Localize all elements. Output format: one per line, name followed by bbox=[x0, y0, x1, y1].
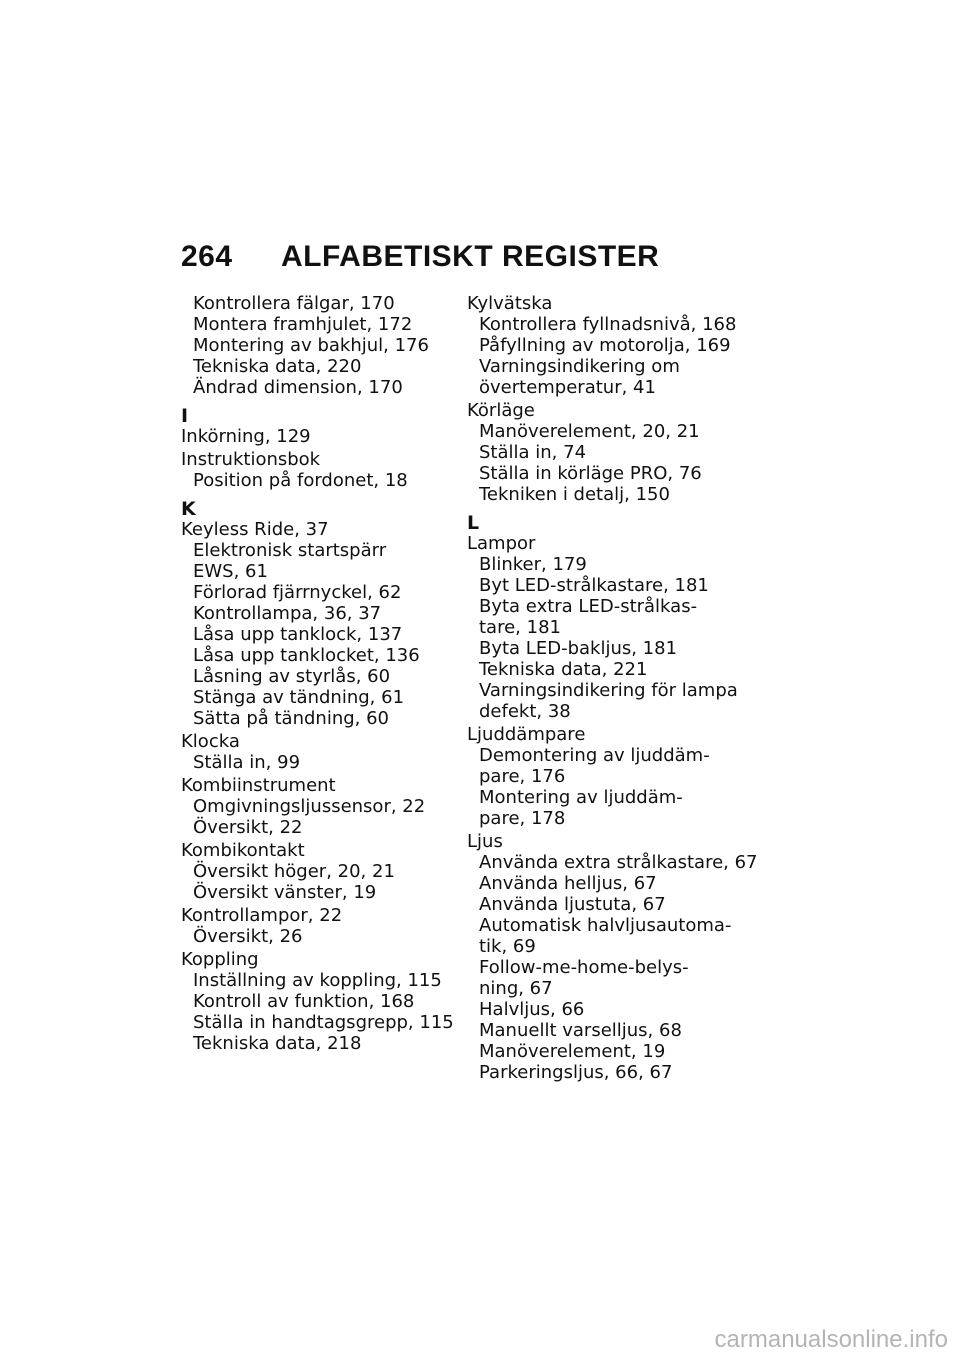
index-entry: Koppling bbox=[181, 949, 259, 970]
index-column-left bbox=[181, 293, 454, 1054]
index-subentry: Använda ljustuta, 67 bbox=[479, 894, 666, 915]
index-subentry: Kontrollampa, 36, 37 bbox=[193, 603, 382, 624]
index-entry: Kombikontakt bbox=[181, 840, 305, 861]
index-subentry: Ställa in körläge PRO, 76 bbox=[479, 463, 702, 484]
index-subentry: EWS, 61 bbox=[193, 561, 268, 582]
index-subentry: tik, 69 bbox=[479, 936, 536, 957]
index-entry: Ljus bbox=[467, 831, 503, 852]
index-entry: Kombiinstrument bbox=[181, 775, 336, 796]
index-subentry: Ställa in handtagsgrepp, 115 bbox=[193, 1012, 454, 1033]
index-subentry: Stänga av tändning, 61 bbox=[193, 687, 405, 708]
index-subentry: pare, 178 bbox=[479, 808, 566, 829]
index-subentry: Översikt vänster, 19 bbox=[193, 882, 377, 903]
index-subentry: defekt, 38 bbox=[479, 701, 571, 722]
index-subentry: Montera framhjulet, 172 bbox=[193, 314, 413, 335]
index-subentry: Inställning av koppling, 115 bbox=[193, 970, 442, 991]
index-subentry: Position på fordonet, 18 bbox=[193, 470, 408, 491]
index-subentry: Låsa upp tanklock, 137 bbox=[193, 624, 403, 645]
index-subentry: Byt LED-strålkastare, 181 bbox=[479, 575, 709, 596]
index-subentry: ning, 67 bbox=[479, 978, 553, 999]
index-subentry: Kontrollera fälgar, 170 bbox=[193, 293, 395, 314]
index-entry: Körläge bbox=[467, 400, 535, 421]
index-subentry: Tekniken i detalj, 150 bbox=[479, 484, 670, 505]
index-entry: Keyless Ride, 37 bbox=[181, 519, 329, 540]
index-subentry: Varningsindikering för lampa bbox=[479, 680, 738, 701]
index-subentry: Manöverelement, 19 bbox=[479, 1041, 666, 1062]
index-entry: Klocka bbox=[181, 731, 240, 752]
index-subentry: tare, 181 bbox=[479, 617, 561, 638]
index-subentry: Follow-me-home-belys- bbox=[479, 957, 689, 978]
index-subentry: Kontrollera fyllnadsnivå, 168 bbox=[479, 314, 737, 335]
index-subentry: Montering av bakhjul, 176 bbox=[193, 335, 429, 356]
index-subentry: Förlorad fjärrnyckel, 62 bbox=[193, 582, 402, 603]
index-subentry: Montering av ljuddäm- bbox=[479, 787, 683, 808]
index-subentry: Låsning av styrlås, 60 bbox=[193, 666, 391, 687]
index-subentry: Byta LED-bakljus, 181 bbox=[479, 638, 678, 659]
index-subentry: Kontroll av funktion, 168 bbox=[193, 991, 415, 1012]
index-entry: Lampor bbox=[467, 533, 536, 554]
index-entry: Instruktionsbok bbox=[181, 449, 321, 470]
page-number: 264 bbox=[181, 240, 233, 273]
index-column-right bbox=[467, 293, 757, 1083]
page-header bbox=[181, 240, 659, 274]
index-entry: Kontrollampor, 22 bbox=[181, 905, 343, 926]
index-subentry: Påfyllning av motorolja, 169 bbox=[479, 335, 731, 356]
index-entry: Inkörning, 129 bbox=[181, 426, 311, 447]
index-subentry: Demontering av ljuddäm- bbox=[479, 745, 710, 766]
index-subentry: Parkeringsljus, 66, 67 bbox=[479, 1062, 673, 1083]
index-subentry: Manöverelement, 20, 21 bbox=[479, 421, 700, 442]
index-subentry: Halvljus, 66 bbox=[479, 999, 585, 1020]
index-subentry: Ställa in, 74 bbox=[479, 442, 587, 463]
index-subentry: Varningsindikering om bbox=[479, 356, 680, 377]
index-entry: Kylvätska bbox=[467, 293, 553, 314]
index-subentry: Sätta på tändning, 60 bbox=[193, 708, 390, 729]
index-subentry: Översikt, 22 bbox=[193, 817, 303, 838]
index-subentry: Använda helljus, 67 bbox=[479, 873, 657, 894]
index-letter-heading: I bbox=[181, 405, 189, 427]
index-subentry: Elektronisk startspärr bbox=[193, 540, 387, 561]
index-letter-heading: L bbox=[467, 512, 480, 534]
index-subentry: Automatisk halvljusautoma- bbox=[479, 915, 732, 936]
index-subentry: Översikt, 26 bbox=[193, 926, 303, 947]
index-subentry: Tekniska data, 220 bbox=[193, 356, 362, 377]
index-subentry: Ställa in, 99 bbox=[193, 752, 301, 773]
index-subentry: Manuellt varselljus, 68 bbox=[479, 1020, 682, 1041]
index-subentry: Använda extra strålkastare, 67 bbox=[479, 852, 758, 873]
index-subentry: Översikt höger, 20, 21 bbox=[193, 861, 395, 882]
index-subentry: Byta extra LED-strålkas- bbox=[479, 596, 698, 617]
index-subentry: övertemperatur, 41 bbox=[479, 377, 656, 398]
index-subentry: Tekniska data, 218 bbox=[193, 1033, 362, 1054]
index-subentry: Blinker, 179 bbox=[479, 554, 587, 575]
index-letter-heading: K bbox=[181, 498, 196, 520]
index-entry: Ljuddämpare bbox=[467, 724, 586, 745]
index-subentry: Ändrad dimension, 170 bbox=[193, 377, 403, 398]
index-subentry: pare, 176 bbox=[479, 766, 566, 787]
watermark: carmanualsonline.info bbox=[714, 1326, 948, 1353]
index-subentry: Låsa upp tanklocket, 136 bbox=[193, 645, 420, 666]
index-subentry: Omgivningsljussensor, 22 bbox=[193, 796, 426, 817]
page-title: ALFABETISKT REGISTER bbox=[281, 240, 660, 273]
index-subentry: Tekniska data, 221 bbox=[479, 659, 648, 680]
